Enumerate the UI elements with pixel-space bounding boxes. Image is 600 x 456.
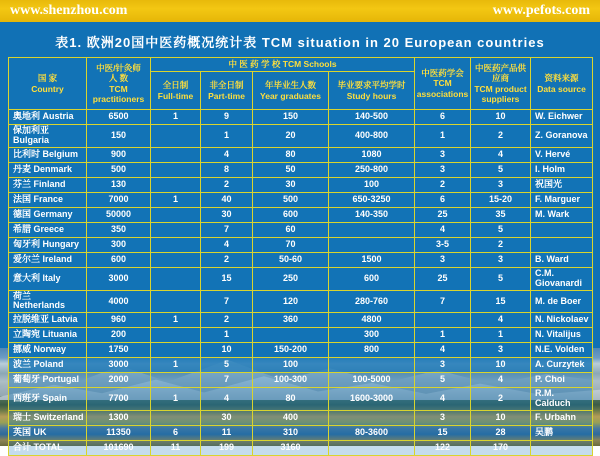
cell-study-hours: 140-500: [329, 110, 415, 125]
cell-country: 法国 France: [9, 192, 87, 207]
cell-suppliers: 2: [471, 388, 531, 411]
cell-practitioners: 101690: [87, 441, 151, 456]
cell-full-time: 1: [151, 110, 201, 125]
cell-full-time: [151, 207, 201, 222]
cell-associations: 6: [415, 110, 471, 125]
table-row: [9, 207, 593, 222]
cell-full-time: [151, 267, 201, 290]
cell-graduates: 20: [253, 125, 329, 148]
cell-part-time: 1: [201, 328, 253, 343]
cell-source: C.M. Giovanardi: [531, 267, 593, 290]
cell-country: 英国 UK: [9, 426, 87, 441]
cell-practitioners: 1300: [87, 411, 151, 426]
cell-practitioners: 7000: [87, 192, 151, 207]
table-row: [9, 358, 593, 373]
cell-study-hours: 1500: [329, 252, 415, 267]
cell-study-hours: 1080: [329, 147, 415, 162]
cell-source: 吴鹏: [531, 426, 593, 441]
cell-associations: 3: [415, 358, 471, 373]
cell-full-time: [151, 237, 201, 252]
cell-full-time: 1: [151, 192, 201, 207]
cell-suppliers: 3: [471, 343, 531, 358]
cell-study-hours: 250-800: [329, 162, 415, 177]
cell-source: P. Choi: [531, 373, 593, 388]
cell-graduates: 100-300: [253, 373, 329, 388]
cell-full-time: [151, 411, 201, 426]
cell-associations: 6: [415, 192, 471, 207]
table-title: 表1. 欧洲20国中医药概况统计表 TCM situation in 20 European countries: [55, 35, 545, 50]
cell-suppliers: 10: [471, 110, 531, 125]
cell-country: 芬兰 Finland: [9, 177, 87, 192]
cell-part-time: 1: [201, 125, 253, 148]
cell-suppliers: 35: [471, 207, 531, 222]
table-row: [9, 328, 593, 343]
cell-associations: [415, 313, 471, 328]
cell-associations: 15: [415, 426, 471, 441]
cell-associations: 4: [415, 388, 471, 411]
cell-graduates: 50-60: [253, 252, 329, 267]
cell-part-time: 15: [201, 267, 253, 290]
cell-source: M. de Boer: [531, 290, 593, 313]
cell-part-time: 5: [201, 358, 253, 373]
cell-suppliers: 10: [471, 358, 531, 373]
cell-full-time: 1: [151, 313, 201, 328]
cell-country: 荷兰 Netherlands: [9, 290, 87, 313]
cell-study-hours: [329, 237, 415, 252]
cell-practitioners: 4000: [87, 290, 151, 313]
cell-part-time: 2: [201, 313, 253, 328]
cell-associations: 3: [415, 162, 471, 177]
cell-practitioners: 960: [87, 313, 151, 328]
right-url: www.pefots.com: [492, 3, 590, 18]
cell-source: N. Vitalijus: [531, 328, 593, 343]
cell-practitioners: 500: [87, 162, 151, 177]
cell-study-hours: 80-3600: [329, 426, 415, 441]
table-row: [9, 290, 593, 313]
header-study-hours: 毕业要求平均学时 Study hours: [329, 72, 415, 110]
cell-source: F. Urbahn: [531, 411, 593, 426]
table-row: [9, 252, 593, 267]
cell-graduates: 360: [253, 313, 329, 328]
cell-associations: 1: [415, 328, 471, 343]
cell-associations: 7: [415, 290, 471, 313]
cell-study-hours: [329, 411, 415, 426]
cell-associations: 3: [415, 147, 471, 162]
cell-study-hours: [329, 358, 415, 373]
cell-suppliers: 28: [471, 426, 531, 441]
cell-full-time: [151, 252, 201, 267]
cell-suppliers: 170: [471, 441, 531, 456]
cell-source: 祝国光: [531, 177, 593, 192]
cell-full-time: 11: [151, 441, 201, 456]
cell-associations: 25: [415, 207, 471, 222]
cell-country: 爱尔兰 Ireland: [9, 252, 87, 267]
cell-study-hours: 100-5000: [329, 373, 415, 388]
cell-part-time: 10: [201, 343, 253, 358]
cell-associations: 4: [415, 222, 471, 237]
cell-study-hours: 1600-3000: [329, 388, 415, 411]
cell-graduates: 70: [253, 237, 329, 252]
cell-source: M. Wark: [531, 207, 593, 222]
cell-full-time: 1: [151, 388, 201, 411]
cell-graduates: 100: [253, 358, 329, 373]
cell-suppliers: 1: [471, 328, 531, 343]
cell-study-hours: [329, 441, 415, 456]
cell-graduates: 600: [253, 207, 329, 222]
cell-study-hours: 280-760: [329, 290, 415, 313]
cell-part-time: 30: [201, 207, 253, 222]
cell-suppliers: 15-20: [471, 192, 531, 207]
table-row: [9, 110, 593, 125]
cell-part-time: 9: [201, 110, 253, 125]
cell-study-hours: 650-3250: [329, 192, 415, 207]
cell-study-hours: 140-350: [329, 207, 415, 222]
table-body: [9, 110, 593, 456]
cell-full-time: 6: [151, 426, 201, 441]
cell-study-hours: [329, 222, 415, 237]
cell-country: 希腊 Greece: [9, 222, 87, 237]
cell-country: 奥地利 Austria: [9, 110, 87, 125]
cell-practitioners: 7700: [87, 388, 151, 411]
cell-country: 波兰 Poland: [9, 358, 87, 373]
cell-source: Z. Goranova: [531, 125, 593, 148]
header-practitioners: 中医/针灸师 人 数 TCM practitioners: [87, 58, 151, 110]
cell-part-time: 40: [201, 192, 253, 207]
table-row: [9, 237, 593, 252]
cell-full-time: [151, 177, 201, 192]
cell-part-time: 7: [201, 373, 253, 388]
cell-suppliers: 5: [471, 267, 531, 290]
cell-source: I. Holm: [531, 162, 593, 177]
table-row: [9, 373, 593, 388]
cell-country: 合计 TOTAL: [9, 441, 87, 456]
cell-suppliers: 2: [471, 125, 531, 148]
table-row: [9, 388, 593, 411]
cell-source: R.M. Calduch: [531, 388, 593, 411]
header-year-graduates: 年毕业生人数 Year graduates: [253, 72, 329, 110]
cell-source: [531, 237, 593, 252]
cell-full-time: [151, 147, 201, 162]
cell-part-time: 2: [201, 177, 253, 192]
cell-source: [531, 441, 593, 456]
table-row: [9, 222, 593, 237]
cell-graduates: [253, 328, 329, 343]
cell-graduates: 60: [253, 222, 329, 237]
cell-source: B. Ward: [531, 252, 593, 267]
table-row: [9, 147, 593, 162]
cell-graduates: 310: [253, 426, 329, 441]
cell-graduates: 500: [253, 192, 329, 207]
cell-associations: 3: [415, 411, 471, 426]
cell-associations: 1: [415, 125, 471, 148]
cell-part-time: 7: [201, 222, 253, 237]
table-row: [9, 125, 593, 148]
cell-practitioners: 350: [87, 222, 151, 237]
table-row: [9, 313, 593, 328]
cell-suppliers: 5: [471, 162, 531, 177]
left-url: www.shenzhou.com: [10, 3, 128, 18]
cell-part-time: 199: [201, 441, 253, 456]
table-row: [9, 192, 593, 207]
cell-part-time: 7: [201, 290, 253, 313]
cell-full-time: [151, 222, 201, 237]
cell-full-time: 1: [151, 358, 201, 373]
cell-suppliers: 3: [471, 252, 531, 267]
cell-practitioners: 11350: [87, 426, 151, 441]
cell-country: 西班牙 Spain: [9, 388, 87, 411]
cell-country: 挪威 Norway: [9, 343, 87, 358]
cell-country: 保加利亚 Bulgaria: [9, 125, 87, 148]
cell-suppliers: 3: [471, 177, 531, 192]
cell-full-time: [151, 162, 201, 177]
cell-associations: 5: [415, 373, 471, 388]
cell-source: A. Curzytek: [531, 358, 593, 373]
cell-practitioners: 200: [87, 328, 151, 343]
table-row: [9, 177, 593, 192]
header-data-source: 资料来源 Data source: [531, 58, 593, 110]
cell-practitioners: 300: [87, 237, 151, 252]
cell-part-time: 30: [201, 411, 253, 426]
cell-part-time: 2: [201, 252, 253, 267]
cell-country: 比利时 Belgium: [9, 147, 87, 162]
cell-study-hours: 600: [329, 267, 415, 290]
table-row: [9, 411, 593, 426]
cell-study-hours: 300: [329, 328, 415, 343]
cell-country: 匈牙利 Hungary: [9, 237, 87, 252]
header-suppliers: 中医药产品供 应商 TCM product suppliers: [471, 58, 531, 110]
cell-full-time: [151, 125, 201, 148]
cell-source: V. Hervé: [531, 147, 593, 162]
cell-practitioners: 3000: [87, 267, 151, 290]
table-row: [9, 426, 593, 441]
cell-graduates: 80: [253, 388, 329, 411]
cell-associations: 3: [415, 252, 471, 267]
cell-study-hours: 800: [329, 343, 415, 358]
cell-full-time: [151, 373, 201, 388]
cell-study-hours: 100: [329, 177, 415, 192]
cell-suppliers: 10: [471, 411, 531, 426]
cell-country: 德国 Germany: [9, 207, 87, 222]
cell-country: 丹麦 Denmark: [9, 162, 87, 177]
cell-associations: 3-5: [415, 237, 471, 252]
cell-part-time: 11: [201, 426, 253, 441]
cell-study-hours: 400-800: [329, 125, 415, 148]
header-schools-group: 中 医 药 学 校 TCM Schools: [151, 58, 415, 72]
tcm-statistics-table: [8, 57, 593, 456]
cell-part-time: 4: [201, 237, 253, 252]
cell-source: [531, 222, 593, 237]
cell-practitioners: 150: [87, 125, 151, 148]
cell-suppliers: 4: [471, 147, 531, 162]
cell-study-hours: 4800: [329, 313, 415, 328]
cell-part-time: 4: [201, 147, 253, 162]
header-part-time: 非全日制 Part-time: [201, 72, 253, 110]
cell-full-time: [151, 290, 201, 313]
cell-practitioners: 50000: [87, 207, 151, 222]
cell-practitioners: 3000: [87, 358, 151, 373]
cell-source: N.E. Volden: [531, 343, 593, 358]
cell-associations: 4: [415, 343, 471, 358]
cell-graduates: 250: [253, 267, 329, 290]
header-country: 国 家 Country: [9, 58, 87, 110]
table-total-row: [9, 441, 593, 456]
cell-suppliers: 4: [471, 373, 531, 388]
cell-graduates: 50: [253, 162, 329, 177]
cell-practitioners: 2000: [87, 373, 151, 388]
cell-suppliers: 4: [471, 313, 531, 328]
cell-source: N. Nickolaev: [531, 313, 593, 328]
cell-graduates: 80: [253, 147, 329, 162]
table-row: [9, 343, 593, 358]
cell-part-time: 4: [201, 388, 253, 411]
cell-practitioners: 130: [87, 177, 151, 192]
cell-practitioners: 600: [87, 252, 151, 267]
cell-practitioners: 1750: [87, 343, 151, 358]
table-row: [9, 267, 593, 290]
cell-suppliers: 15: [471, 290, 531, 313]
cell-country: 立陶宛 Lituania: [9, 328, 87, 343]
cell-associations: 25: [415, 267, 471, 290]
cell-suppliers: 5: [471, 222, 531, 237]
cell-associations: 2: [415, 177, 471, 192]
table-row: [9, 162, 593, 177]
cell-source: W. Eichwer: [531, 110, 593, 125]
cell-graduates: 120: [253, 290, 329, 313]
cell-practitioners: 6500: [87, 110, 151, 125]
top-url-bar: [0, 0, 600, 22]
cell-graduates: 3160: [253, 441, 329, 456]
cell-suppliers: 2: [471, 237, 531, 252]
cell-associations: 122: [415, 441, 471, 456]
header-full-time: 全日制 Full-time: [151, 72, 201, 110]
cell-graduates: 150-200: [253, 343, 329, 358]
cell-country: 意大利 Italy: [9, 267, 87, 290]
header-associations: 中医药学会 TCM associations: [415, 58, 471, 110]
cell-graduates: 30: [253, 177, 329, 192]
cell-graduates: 150: [253, 110, 329, 125]
cell-country: 拉脱维亚 Latvia: [9, 313, 87, 328]
cell-full-time: [151, 343, 201, 358]
cell-country: 葡萄牙 Portugal: [9, 373, 87, 388]
cell-graduates: 400: [253, 411, 329, 426]
cell-full-time: [151, 328, 201, 343]
cell-practitioners: 900: [87, 147, 151, 162]
cell-country: 瑞士 Switzerland: [9, 411, 87, 426]
cell-source: F. Marguer: [531, 192, 593, 207]
cell-part-time: 8: [201, 162, 253, 177]
